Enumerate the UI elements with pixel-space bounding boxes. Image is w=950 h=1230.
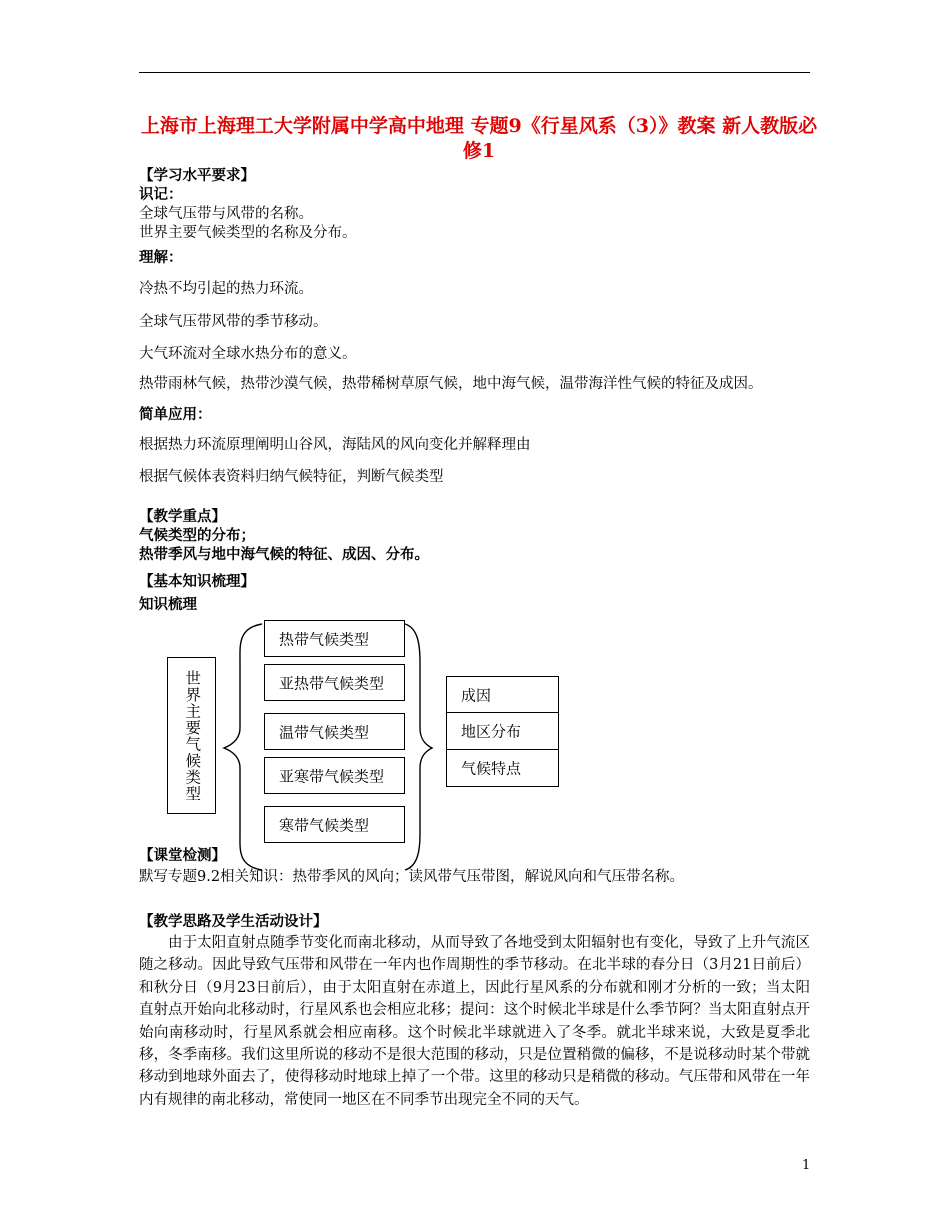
understand-item: 热带雨林气候，热带沙漠气候，热带稀树草原气候，地中海气候，温带海洋性气候的特征及成因。	[139, 376, 763, 392]
focus-item: 气候类型的分布；	[139, 527, 255, 544]
climate-type-box	[264, 806, 405, 843]
climate-type-label: 温带气候类型	[279, 723, 370, 741]
apply-item: 根据热力环流原理阐明山谷风，海陆风的风向变化并解释理由	[139, 437, 531, 453]
understand-label: 理解：	[139, 249, 183, 266]
aspect-box	[446, 749, 559, 787]
recall-item: 全球气压带与风带的名称。	[139, 206, 313, 222]
climate-type-label: 亚热带气候类型	[279, 674, 385, 692]
understand-item: 冷热不均引起的热力环流。	[139, 281, 313, 297]
section-heading-design: 【教学思路及学生活动设计】	[139, 913, 328, 930]
aspect-box	[446, 676, 559, 713]
understand-item: 大气环流对全球水热分布的意义。	[139, 346, 357, 362]
section-heading-check: 【课堂检测】	[139, 847, 226, 864]
focus-item: 热带季风与地中海气候的特征、成因、分布。	[139, 546, 429, 563]
aspect-box	[446, 712, 559, 750]
diagram-root-box	[167, 657, 216, 814]
section-heading-focus: 【教学重点】	[139, 508, 226, 525]
right-brace	[405, 624, 432, 870]
recall-item: 世界主要气候类型的名称及分布。	[139, 225, 357, 241]
climate-type-box	[264, 757, 405, 794]
section-heading-knowledge: 【基本知识梳理】	[139, 573, 255, 590]
understand-item: 全球气压带风带的季节移动。	[139, 314, 328, 330]
knowledge-subheading: 知识梳理	[139, 596, 197, 613]
design-paragraph: 由于太阳直射点随季节变化而南北移动，从而导致了各地受到太阳辐射也有变化，导致了上升气流区随之移动。因此导致气压带和风带在一年内也作周期性的季节移动。在北半球的春分日（3月21日前后）和秋分日（9月23日前后），由于太阳直射在赤道上，因此行星风系的分布就和刚才分析的一致；当太阳直射点开始向北移动时，行星风系也会相应北移；提问：这个时候北半球是什么季节阿？当太阳直射点开始向南移动时，行星风系就会相应南移。这个时候北半球就进入了冬季。就北半球来说，大致是夏季北移，冬季南移。我们这里所说的移动不是很大范围的移动，只是位置稍微的偏移，不是说移动时某个带就移动到地球外面去了，使得移动时地球上掉了一个带。这里的移动只是稍微的移动。气压带和风带在一年内有规律的南北移动，常使同一地区在不同季节出现完全不同的天气。	[139, 935, 810, 1108]
diagram-root-label: 世界主要气候类型	[183, 669, 202, 802]
apply-item: 根据气候体表资料归纳气候特征，判断气候类型	[139, 469, 444, 485]
check-text: 默写专题9.2相关知识：热带季风的风向；读风带气压带图，解说风向和气压带名称。	[139, 869, 685, 885]
document-title: 上海市上海理工大学附属中学高中地理 专题9《行星风系（3）》教案 新人教版必修1	[140, 115, 818, 162]
aspect-label: 地区分布	[461, 722, 522, 741]
aspect-label: 成因	[461, 686, 492, 704]
climate-type-box	[264, 713, 405, 750]
recall-label: 识记：	[139, 186, 183, 203]
page-number: 1	[802, 1158, 811, 1173]
climate-type-box	[264, 620, 405, 657]
climate-type-label: 寒带气候类型	[279, 816, 370, 834]
aspect-label: 气候特点	[461, 759, 522, 778]
section-heading-requirements: 【学习水平要求】	[139, 167, 255, 184]
climate-type-label: 热带气候类型	[279, 630, 370, 648]
climate-type-box	[264, 664, 405, 701]
apply-label: 简单应用：	[139, 406, 212, 423]
climate-type-label: 亚寒带气候类型	[279, 767, 385, 785]
left-brace	[224, 624, 262, 870]
